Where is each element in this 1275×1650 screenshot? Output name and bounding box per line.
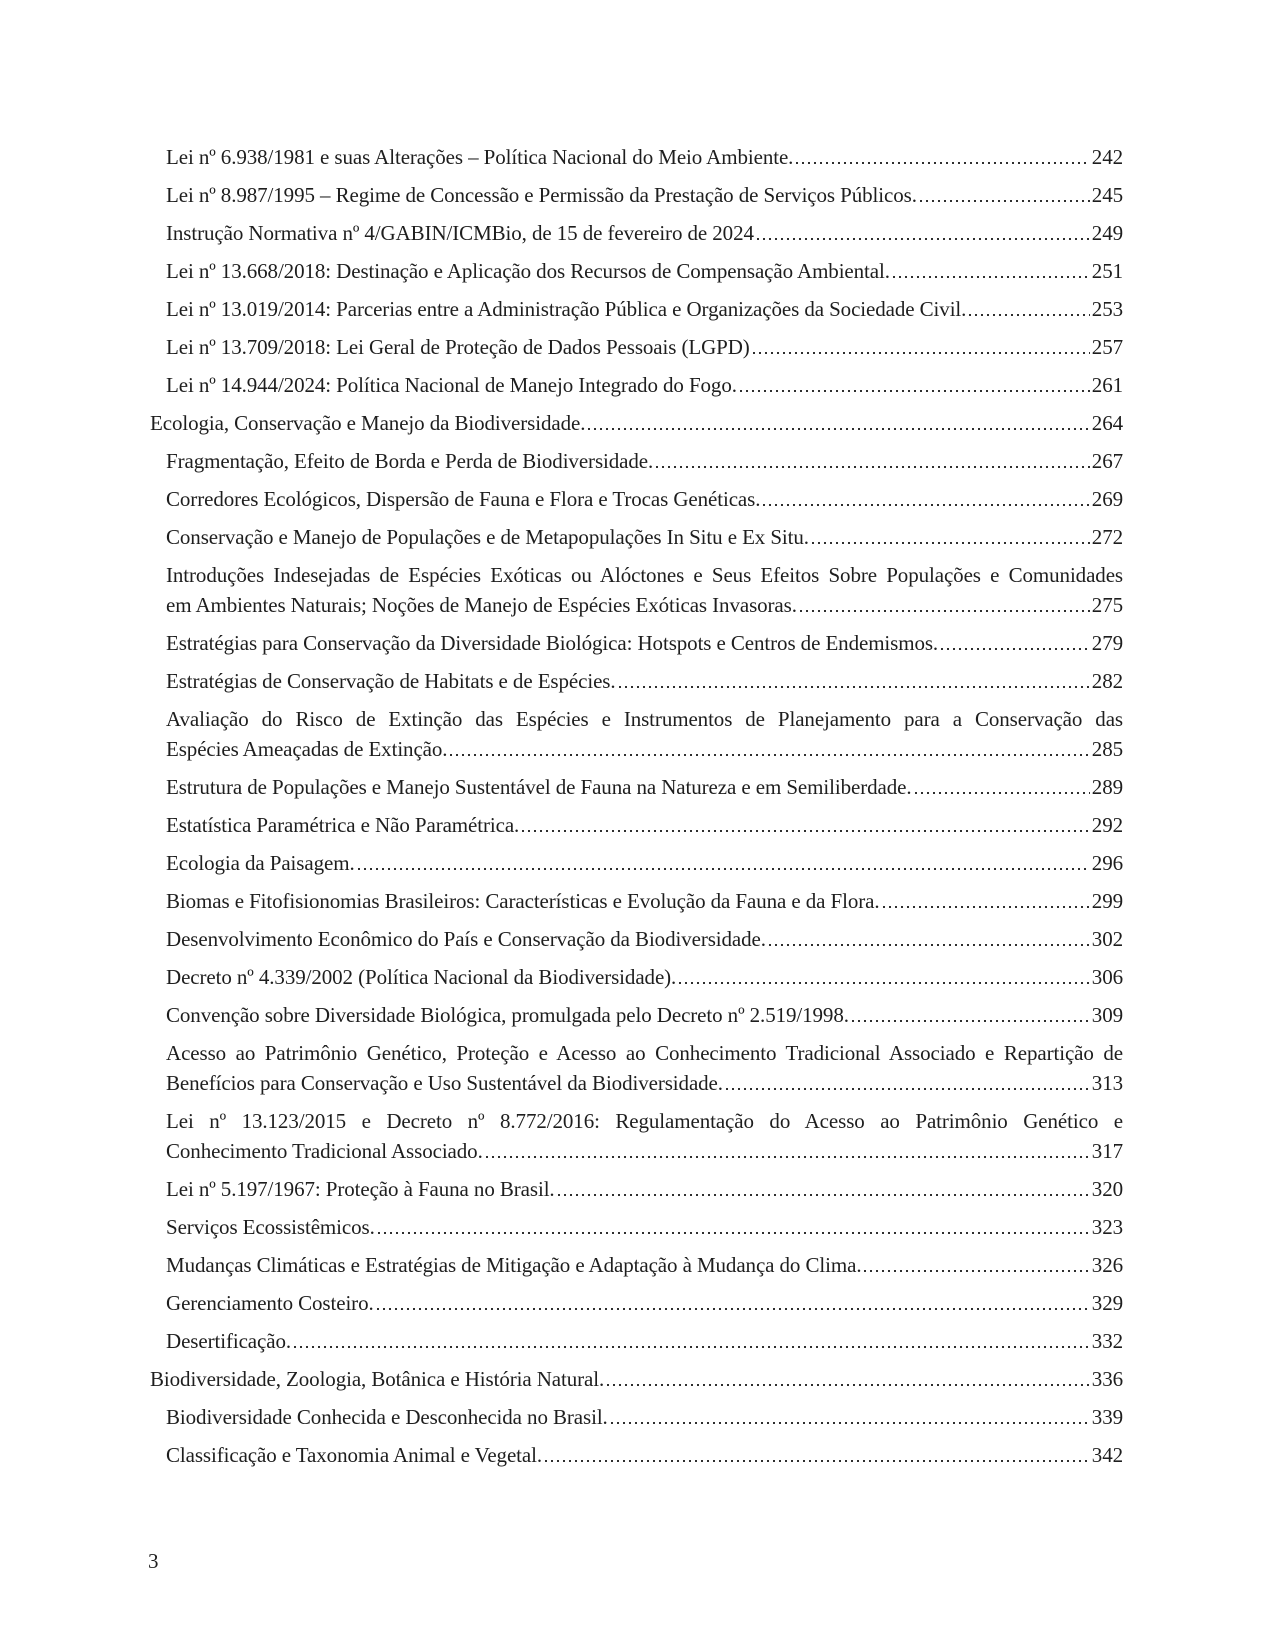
toc-entry-title: Conhecimento Tradicional Associado. bbox=[166, 1139, 483, 1163]
dot-leader bbox=[294, 1346, 1090, 1348]
toc-entry[interactable] bbox=[150, 1038, 1123, 1098]
toc-entry-title: Instrução Normativa nº 4/GABIN/ICMBio, de 15 de fevereiro de 2024 bbox=[166, 221, 754, 245]
toc-entry-page-number: 326 bbox=[1091, 1253, 1123, 1277]
dot-leader bbox=[920, 200, 1090, 202]
toc-entry-title: Ecologia da Paisagem. bbox=[166, 851, 355, 875]
toc-entry-last-line bbox=[166, 962, 1123, 992]
toc-entry-title: Mudanças Climáticas e Estratégias de Mitigação e Adaptação à Mudança do Clima. bbox=[166, 1253, 862, 1277]
dot-leader bbox=[812, 542, 1090, 544]
toc-entry-title: Benefícios para Conservação e Uso Sustentável da Biodiversidade. bbox=[166, 1071, 723, 1095]
toc-entry-title: Estratégias para Conservação da Diversidade Biológica: Hotspots e Centros de Endemismos. bbox=[166, 631, 939, 655]
toc-entry-last-line bbox=[166, 1288, 1123, 1318]
toc-entry[interactable] bbox=[150, 848, 1123, 878]
toc-entry-title: Lei nº 13.709/2018: Lei Geral de Proteção de Dados Pessoais (LGPD) bbox=[166, 335, 750, 359]
toc-entry-page-number: 269 bbox=[1091, 487, 1123, 511]
toc-entry[interactable] bbox=[150, 1288, 1123, 1318]
toc-entry-page-number: 339 bbox=[1091, 1405, 1123, 1429]
toc-entry[interactable] bbox=[150, 1212, 1123, 1242]
toc-entry-page-number: 309 bbox=[1091, 1003, 1123, 1027]
toc-entry-wrapped-line: Lei nº 13.123/2015 e Decreto nº 8.772/2016: Regulamentação do Acesso ao Patrimônio Genético e bbox=[166, 1109, 1123, 1133]
toc-entry-title: Fragmentação, Efeito de Borda e Perda de Biodiversidade. bbox=[166, 449, 654, 473]
toc-entry-title: Biomas e Fitofisionomias Brasileiros: Características e Evolução da Fauna e da Flora. bbox=[166, 889, 880, 913]
dot-leader bbox=[588, 428, 1089, 430]
toc-entry-title: Gerenciamento Costeiro. bbox=[166, 1291, 374, 1315]
dot-leader bbox=[969, 314, 1089, 316]
toc-entry[interactable] bbox=[150, 1326, 1123, 1356]
dot-leader bbox=[558, 1194, 1090, 1196]
dot-leader bbox=[796, 162, 1089, 164]
toc-entry-title: Decreto nº 4.339/2002 (Política Nacional da Biodiversidade). bbox=[166, 965, 677, 989]
toc-entry[interactable] bbox=[150, 886, 1123, 916]
toc-entry-last-line bbox=[166, 1440, 1123, 1470]
toc-entry-title: Lei nº 14.944/2024: Política Nacional de Manejo Integrado do Fogo. bbox=[166, 373, 737, 397]
toc-entry-page-number: 342 bbox=[1091, 1443, 1123, 1467]
dot-leader bbox=[883, 906, 1090, 908]
toc-entry-page-number: 249 bbox=[1091, 221, 1123, 245]
toc-entry-title: Desertificação. bbox=[166, 1329, 292, 1353]
toc-entry[interactable] bbox=[150, 256, 1123, 286]
toc-entry-title: Lei nº 5.197/1967: Proteção à Fauna no Brasil. bbox=[166, 1177, 555, 1201]
toc-entry-title: Biodiversidade, Zoologia, Botânica e História Natural. bbox=[150, 1367, 605, 1391]
toc-entry-page-number: 282 bbox=[1091, 669, 1123, 693]
toc-entry[interactable] bbox=[150, 1250, 1123, 1280]
dot-leader bbox=[726, 1088, 1090, 1090]
toc-entry[interactable] bbox=[150, 1440, 1123, 1470]
toc-entry-title: Lei nº 6.938/1981 e suas Alterações – Política Nacional do Meio Ambiente. bbox=[166, 145, 794, 169]
toc-entry-page-number: 313 bbox=[1091, 1071, 1123, 1095]
dot-leader bbox=[378, 1232, 1090, 1234]
dot-leader bbox=[763, 504, 1089, 506]
toc-entry-title: Lei nº 13.019/2014: Parcerias entre a Administração Pública e Organizações da Sociedade Civil. bbox=[166, 297, 967, 321]
toc-entry-wrapped-line: Avaliação do Risco de Extinção das Espécies e Instrumentos de Planejamento para a Conservação das bbox=[166, 707, 1123, 731]
toc-entry-page-number: 299 bbox=[1091, 889, 1123, 913]
toc-entry-page-number: 320 bbox=[1091, 1177, 1123, 1201]
toc-entry-page-number: 336 bbox=[1091, 1367, 1123, 1391]
toc-entry-last-line bbox=[166, 810, 1123, 840]
toc-entry-page-number: 306 bbox=[1091, 965, 1123, 989]
toc-entry-page-number: 261 bbox=[1091, 373, 1123, 397]
toc-entry[interactable] bbox=[150, 924, 1123, 954]
dot-leader bbox=[941, 648, 1090, 650]
toc-entry[interactable] bbox=[150, 666, 1123, 696]
toc-entry-page-number: 292 bbox=[1091, 813, 1123, 837]
toc-entry-last-line bbox=[166, 1136, 1123, 1166]
toc-entry-last-line bbox=[166, 924, 1123, 954]
toc-entry-last-line bbox=[166, 522, 1123, 552]
toc-entry-title: Lei nº 8.987/1995 – Regime de Concessão e Permissão da Prestação de Serviços Públicos. bbox=[166, 183, 917, 207]
toc-entry-page-number: 329 bbox=[1091, 1291, 1123, 1315]
dot-leader bbox=[893, 276, 1090, 278]
toc-entry[interactable] bbox=[150, 810, 1123, 840]
toc-entry-last-line bbox=[166, 1326, 1123, 1356]
dot-leader bbox=[522, 830, 1090, 832]
toc-entry-title: Lei nº 13.668/2018: Destinação e Aplicação dos Recursos de Compensação Ambiental. bbox=[166, 259, 890, 283]
toc-entry[interactable] bbox=[150, 628, 1123, 658]
dot-leader bbox=[753, 352, 1090, 354]
toc-entry[interactable] bbox=[150, 294, 1123, 324]
toc-entry-title: Estratégias de Conservação de Habitats e de Espécies. bbox=[166, 669, 616, 693]
toc-entry-page-number: 279 bbox=[1091, 631, 1123, 655]
dot-leader bbox=[486, 1156, 1090, 1158]
toc-entry-last-line bbox=[166, 332, 1123, 362]
dot-leader bbox=[619, 686, 1090, 688]
toc-entry-page-number: 285 bbox=[1091, 737, 1123, 761]
toc-entry[interactable] bbox=[150, 962, 1123, 992]
toc-entry-last-line bbox=[166, 218, 1123, 248]
toc-entry-last-line bbox=[166, 1174, 1123, 1204]
toc-entry-last-line bbox=[166, 1212, 1123, 1242]
dot-leader bbox=[757, 238, 1090, 240]
toc-entry[interactable] bbox=[150, 704, 1123, 764]
toc-entry[interactable] bbox=[150, 1402, 1123, 1432]
page-number-footer: 3 bbox=[148, 1549, 159, 1573]
dot-leader bbox=[450, 754, 1089, 756]
toc-entry-title: Serviços Ecossistêmicos. bbox=[166, 1215, 375, 1239]
toc-entry-last-line bbox=[166, 1250, 1123, 1280]
toc-entry-last-line bbox=[166, 628, 1123, 658]
toc-entry-last-line bbox=[166, 886, 1123, 916]
toc-entry[interactable] bbox=[150, 560, 1123, 620]
toc-entry-last-line bbox=[166, 142, 1123, 172]
toc-entry-page-number: 323 bbox=[1091, 1215, 1123, 1239]
toc-entry-last-line bbox=[166, 484, 1123, 514]
toc-entry-wrapped-line: Acesso ao Patrimônio Genético, Proteção e Acesso ao Conhecimento Tradicional Associado e Repartição de bbox=[166, 1041, 1123, 1065]
toc-entry-title: Convenção sobre Diversidade Biológica, promulgada pelo Decreto nº 2.519/1998. bbox=[166, 1003, 849, 1027]
toc-entry[interactable] bbox=[150, 1364, 1123, 1394]
toc-entry-page-number: 296 bbox=[1091, 851, 1123, 875]
dot-leader bbox=[800, 610, 1090, 612]
dot-leader bbox=[656, 466, 1090, 468]
toc-entry[interactable] bbox=[150, 408, 1123, 438]
dot-leader bbox=[915, 792, 1090, 794]
toc-entry-title: Ecologia, Conservação e Manejo da Biodiversidade. bbox=[150, 411, 586, 435]
toc-entry-page-number: 289 bbox=[1091, 775, 1123, 799]
toc-entry-last-line bbox=[166, 256, 1123, 286]
toc-entry-page-number: 302 bbox=[1091, 927, 1123, 951]
toc-entry[interactable] bbox=[150, 180, 1123, 210]
toc-entry-title: Classificação e Taxonomia Animal e Vegetal. bbox=[166, 1443, 543, 1467]
toc-entry-title: Corredores Ecológicos, Dispersão de Fauna e Flora e Trocas Genéticas. bbox=[166, 487, 761, 511]
toc-entry-page-number: 272 bbox=[1091, 525, 1123, 549]
dot-leader bbox=[864, 1270, 1089, 1272]
dot-leader bbox=[611, 1422, 1090, 1424]
toc-entry-last-line bbox=[166, 1000, 1123, 1030]
dot-leader bbox=[545, 1460, 1090, 1462]
toc-entry-title: Desenvolvimento Econômico do País e Conservação da Biodiversidade. bbox=[166, 927, 766, 951]
toc-entry-page-number: 245 bbox=[1091, 183, 1123, 207]
toc-entry[interactable] bbox=[150, 142, 1123, 172]
toc-entry-page-number: 317 bbox=[1091, 1139, 1123, 1163]
toc-entry-title: Estatística Paramétrica e Não Paramétrica. bbox=[166, 813, 520, 837]
toc-entry[interactable] bbox=[150, 484, 1123, 514]
toc-entry-last-line bbox=[166, 1402, 1123, 1432]
toc-entry-page-number: 275 bbox=[1091, 593, 1123, 617]
toc-entry-page-number: 253 bbox=[1091, 297, 1123, 321]
toc-entry-last-line bbox=[166, 848, 1123, 878]
dot-leader bbox=[852, 1020, 1090, 1022]
dot-leader bbox=[607, 1384, 1090, 1386]
toc-entry-page-number: 257 bbox=[1091, 335, 1123, 359]
toc-entry-last-line bbox=[150, 408, 1123, 438]
toc-entry-title: Conservação e Manejo de Populações e de Metapopulações In Situ e Ex Situ. bbox=[166, 525, 809, 549]
toc-entry-wrapped-line: Introduções Indesejadas de Espécies Exóticas ou Alóctones e Seus Efeitos Sobre Populações e Comunidades bbox=[166, 563, 1123, 587]
toc-entry-last-line bbox=[166, 294, 1123, 324]
toc-entry-page-number: 242 bbox=[1091, 145, 1123, 169]
dot-leader bbox=[377, 1308, 1090, 1310]
toc-entry-last-line bbox=[150, 1364, 1123, 1394]
dot-leader bbox=[740, 390, 1090, 392]
toc-entry-last-line bbox=[166, 1068, 1123, 1098]
toc-entry-last-line bbox=[166, 772, 1123, 802]
toc-entry-last-line bbox=[166, 180, 1123, 210]
dot-leader bbox=[679, 982, 1090, 984]
toc-entry[interactable] bbox=[150, 522, 1123, 552]
toc-entry[interactable] bbox=[150, 370, 1123, 400]
toc-entry[interactable] bbox=[150, 1174, 1123, 1204]
toc-entry-page-number: 332 bbox=[1091, 1329, 1123, 1353]
toc-entry-last-line bbox=[166, 590, 1123, 620]
toc-entry-title: Biodiversidade Conhecida e Desconhecida no Brasil. bbox=[166, 1405, 608, 1429]
toc-entry-last-line bbox=[166, 370, 1123, 400]
dot-leader bbox=[769, 944, 1090, 946]
toc-entry[interactable] bbox=[150, 332, 1123, 362]
toc-entry-title: Espécies Ameaçadas de Extinção. bbox=[166, 737, 448, 761]
toc-entry[interactable] bbox=[150, 218, 1123, 248]
toc-entry-title: em Ambientes Naturais; Noções de Manejo de Espécies Exóticas Invasoras. bbox=[166, 593, 797, 617]
toc-entry[interactable] bbox=[150, 446, 1123, 476]
toc-entry-last-line bbox=[166, 446, 1123, 476]
toc-entry-last-line bbox=[166, 734, 1123, 764]
toc-entry-last-line bbox=[166, 666, 1123, 696]
toc-entry[interactable] bbox=[150, 1000, 1123, 1030]
toc-entry[interactable] bbox=[150, 1106, 1123, 1166]
table-of-contents bbox=[150, 142, 1123, 1478]
toc-entry-page-number: 264 bbox=[1091, 411, 1123, 435]
toc-entry[interactable] bbox=[150, 772, 1123, 802]
toc-entry-title: Estrutura de Populações e Manejo Sustentável de Fauna na Natureza e em Semiliberdade. bbox=[166, 775, 912, 799]
toc-entry-page-number: 251 bbox=[1091, 259, 1123, 283]
dot-leader bbox=[358, 868, 1090, 870]
toc-entry-page-number: 267 bbox=[1091, 449, 1123, 473]
